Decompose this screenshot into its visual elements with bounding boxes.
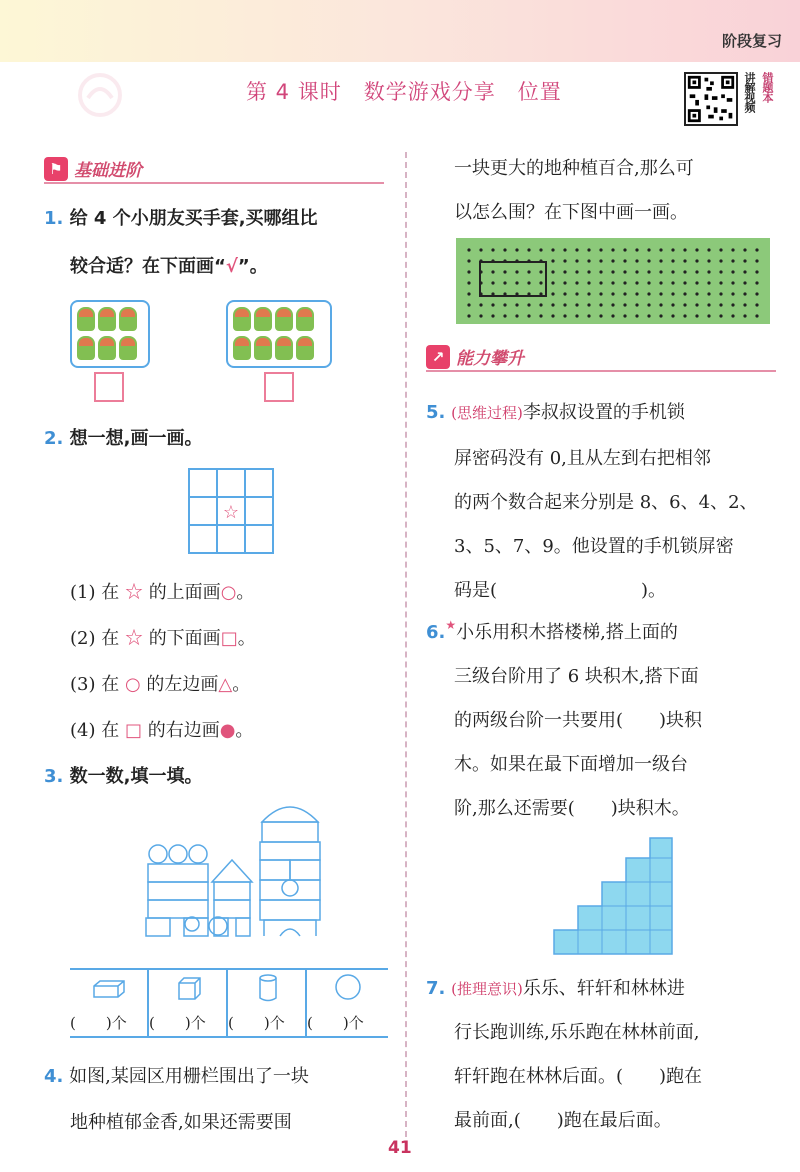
grid-dot bbox=[515, 281, 518, 284]
grid-dot bbox=[587, 292, 590, 295]
grid-dot bbox=[539, 281, 542, 284]
q3-line bbox=[44, 762, 203, 788]
grid-dot bbox=[527, 248, 530, 251]
q6-line5[interactable]: 阶,那么还需要( )块积木。 bbox=[454, 798, 690, 819]
q4-line2: 地种植郁金香,如果还需要围 bbox=[70, 1112, 292, 1133]
grid-dot bbox=[527, 270, 530, 273]
section-basic-heading bbox=[44, 156, 142, 181]
grid-dot bbox=[743, 303, 746, 306]
grid-dot bbox=[683, 270, 686, 273]
grid-dot bbox=[707, 270, 710, 273]
grid-dot bbox=[731, 281, 734, 284]
stairs-icon: ↗ bbox=[426, 345, 450, 369]
grid-dot bbox=[707, 259, 710, 262]
grid-dot bbox=[671, 292, 674, 295]
grid-dot bbox=[707, 248, 710, 251]
grid-dot bbox=[623, 281, 626, 284]
q5-line1 bbox=[426, 398, 685, 424]
count-cell-cuboid bbox=[70, 970, 149, 1036]
grid-dot bbox=[707, 303, 710, 306]
q7-line2: 行长跑训练,乐乐跑在林林前面, bbox=[454, 1022, 700, 1043]
q2-line bbox=[44, 424, 203, 450]
grid-dot bbox=[503, 248, 506, 251]
section-advanced-label: 能力攀升 bbox=[456, 349, 524, 369]
grid-dot bbox=[659, 314, 662, 317]
block-castle-figure bbox=[140, 802, 330, 942]
grid-dot bbox=[635, 270, 638, 273]
glove-icon bbox=[254, 307, 272, 331]
grid-dot bbox=[575, 314, 578, 317]
section-advanced-heading bbox=[426, 344, 524, 369]
cuboid-icon bbox=[90, 976, 130, 1000]
grid-dot bbox=[551, 314, 554, 317]
grid-dot bbox=[647, 292, 650, 295]
grid-dot bbox=[755, 248, 758, 251]
grid-dot bbox=[599, 270, 602, 273]
q2-item-3-mid: 的左边画 bbox=[146, 674, 219, 695]
q5-text-1: 李叔叔设置的手机锁 bbox=[522, 402, 685, 423]
q7-line3[interactable]: 轩轩跑在林林后面。( )跑在 bbox=[454, 1066, 703, 1087]
grid-dot bbox=[635, 314, 638, 317]
grid-dot bbox=[707, 292, 710, 295]
grid-dot bbox=[683, 281, 686, 284]
q2-item-4-end: 。 bbox=[235, 720, 254, 741]
grid-dot bbox=[683, 259, 686, 262]
glove-group-b bbox=[226, 300, 332, 368]
grid-dot bbox=[539, 303, 542, 306]
q7-line1 bbox=[426, 974, 685, 1000]
square-icon: □ bbox=[220, 628, 238, 649]
header-band bbox=[0, 0, 800, 62]
grid-dot bbox=[587, 259, 590, 262]
star-difficulty-icon: ★ bbox=[445, 618, 457, 632]
grid-dot bbox=[719, 259, 722, 262]
grid-dot bbox=[611, 270, 614, 273]
grid-dot bbox=[623, 303, 626, 306]
q2-item-4 bbox=[70, 716, 253, 742]
grid-dot bbox=[575, 248, 578, 251]
q2-number: 2. bbox=[44, 428, 64, 449]
grid-dot bbox=[647, 248, 650, 251]
grid-dot bbox=[563, 259, 566, 262]
grid-dot bbox=[539, 248, 542, 251]
glove-icon bbox=[275, 307, 293, 331]
q4-number: 4. bbox=[44, 1066, 64, 1087]
section-basic-underline bbox=[44, 182, 384, 184]
grid-dot bbox=[695, 270, 698, 273]
star-icon: ☆ bbox=[124, 582, 143, 603]
q7-line4[interactable]: 最前面,( )跑在最后面。 bbox=[454, 1110, 672, 1131]
grid-dot bbox=[635, 303, 638, 306]
grid-dot bbox=[743, 314, 746, 317]
grid-dot bbox=[635, 259, 638, 262]
column-divider bbox=[405, 152, 407, 1137]
count-cell-cylinder bbox=[228, 970, 307, 1036]
grid-dot bbox=[731, 303, 734, 306]
q2-item-4-mid: 的右边画 bbox=[147, 720, 220, 741]
grid-dot bbox=[551, 248, 554, 251]
q4-line1 bbox=[44, 1062, 309, 1088]
q5-line5[interactable]: 码是( )。 bbox=[454, 580, 667, 601]
grid-dot bbox=[491, 303, 494, 306]
grid-dot bbox=[563, 303, 566, 306]
count-blank-sphere[interactable]: ( )个 bbox=[307, 1014, 364, 1032]
grid-dot bbox=[527, 281, 530, 284]
grid-dot bbox=[731, 248, 734, 251]
grid-dot bbox=[707, 281, 710, 284]
grid-dot bbox=[563, 248, 566, 251]
grid-dot bbox=[755, 303, 758, 306]
grid-dot bbox=[659, 248, 662, 251]
grid-dot bbox=[647, 303, 650, 306]
page-number: 41 bbox=[388, 1138, 412, 1158]
grid-dot bbox=[623, 259, 626, 262]
q2-text: 想一想,画一画。 bbox=[69, 428, 203, 449]
grid-dot bbox=[659, 259, 662, 262]
q4-line3: 一块更大的地种植百合,那么可 bbox=[454, 158, 694, 179]
q4-text-1: 如图,某园区用栅栏围出了一块 bbox=[69, 1066, 309, 1087]
grid-dot bbox=[683, 314, 686, 317]
grid-dot bbox=[611, 248, 614, 251]
q1-number: 1. bbox=[44, 208, 64, 229]
grid-dot bbox=[623, 314, 626, 317]
glove-icon bbox=[98, 307, 116, 331]
grid-dot bbox=[587, 248, 590, 251]
q2-item-3-end: 。 bbox=[232, 674, 251, 695]
position-grid[interactable] bbox=[188, 468, 274, 554]
glove-group-a bbox=[70, 300, 150, 368]
glove-icon bbox=[119, 307, 137, 331]
grid-dot bbox=[479, 303, 482, 306]
grid-dot bbox=[671, 314, 674, 317]
glove-icon bbox=[296, 336, 314, 360]
grid-dot bbox=[467, 292, 470, 295]
grid-dot bbox=[671, 259, 674, 262]
grid-dot bbox=[563, 292, 566, 295]
q2-item-2 bbox=[70, 624, 256, 650]
qr-code-icon[interactable] bbox=[684, 72, 738, 126]
grid-dot bbox=[563, 314, 566, 317]
grid-dot bbox=[695, 292, 698, 295]
grid-dot bbox=[491, 281, 494, 284]
dot-grid-board[interactable] bbox=[456, 238, 770, 324]
grid-dot bbox=[515, 303, 518, 306]
grid-dot bbox=[467, 314, 470, 317]
grid-dot bbox=[743, 259, 746, 262]
q5-tag: (思维过程) bbox=[451, 404, 523, 422]
grid-dot bbox=[587, 270, 590, 273]
q1-line2 bbox=[70, 252, 268, 278]
grid-dot bbox=[551, 281, 554, 284]
q2-item-2-mid: 的下面画 bbox=[148, 628, 221, 649]
grid-dot bbox=[611, 292, 614, 295]
glove-icon bbox=[254, 336, 272, 360]
grid-dot bbox=[647, 259, 650, 262]
answer-box-group-a[interactable] bbox=[94, 372, 124, 402]
grid-dot bbox=[563, 281, 566, 284]
section-basic-label: 基础进阶 bbox=[74, 161, 142, 181]
count-cell-cube bbox=[149, 970, 228, 1036]
grid-dot bbox=[515, 248, 518, 251]
glove-icon bbox=[77, 336, 95, 360]
triangle-icon: △ bbox=[218, 674, 233, 695]
grid-dot bbox=[719, 314, 722, 317]
circle-icon: ○ bbox=[220, 582, 237, 603]
grid-dot bbox=[635, 281, 638, 284]
check-icon: √ bbox=[225, 256, 238, 277]
grid-dot bbox=[599, 259, 602, 262]
count-blank-cube[interactable]: ( )个 bbox=[149, 1014, 206, 1032]
grid-dot bbox=[719, 248, 722, 251]
grid-dot bbox=[695, 248, 698, 251]
q1-text-1: 给 4 个小朋友买手套,买哪组比 bbox=[69, 208, 318, 229]
grid-dot bbox=[587, 303, 590, 306]
grid-dot bbox=[683, 292, 686, 295]
section-label: 阶段复习 bbox=[721, 32, 782, 50]
grid-dot bbox=[599, 248, 602, 251]
q2-item-2-prefix: (2) 在 bbox=[70, 628, 120, 649]
grid-dot bbox=[659, 281, 662, 284]
lesson-title: 第 4 课时 数学游戏分享 位置 bbox=[246, 80, 562, 104]
q1-text-2-end: ”。 bbox=[237, 256, 268, 277]
grid-dot bbox=[719, 303, 722, 306]
grid-dot bbox=[719, 281, 722, 284]
grid-dot bbox=[611, 303, 614, 306]
q7-tag: (推理意识) bbox=[451, 980, 523, 998]
q6-line1 bbox=[426, 618, 678, 644]
q2-item-4-prefix: (4) 在 bbox=[70, 720, 120, 741]
running-icon: ⚑ bbox=[44, 157, 68, 181]
count-blank-cylinder[interactable]: ( )个 bbox=[228, 1014, 285, 1032]
q2-item-1-mid: 的上面画 bbox=[148, 582, 221, 603]
q2-item-2-end: 。 bbox=[237, 628, 256, 649]
grid-dot bbox=[647, 314, 650, 317]
grid-dot bbox=[623, 292, 626, 295]
grid-dot bbox=[731, 292, 734, 295]
grid-dot bbox=[551, 270, 554, 273]
grid-dot bbox=[599, 292, 602, 295]
grid-dot bbox=[635, 248, 638, 251]
grid-dot bbox=[683, 303, 686, 306]
glove-icon bbox=[233, 307, 251, 331]
grid-dot bbox=[755, 292, 758, 295]
staircase-blocks-figure bbox=[552, 836, 674, 958]
count-blank-cuboid[interactable]: ( )个 bbox=[70, 1014, 127, 1032]
grid-dot bbox=[683, 248, 686, 251]
grid-dot bbox=[575, 281, 578, 284]
grid-dot bbox=[611, 314, 614, 317]
grid-dot bbox=[743, 270, 746, 273]
grid-dot bbox=[599, 314, 602, 317]
q2-item-1 bbox=[70, 578, 254, 604]
star-icon: ☆ bbox=[124, 628, 143, 649]
section-advanced-underline bbox=[426, 370, 776, 372]
glove-icon bbox=[233, 336, 251, 360]
grid-dot bbox=[575, 259, 578, 262]
grid-dot bbox=[587, 281, 590, 284]
q3-number: 3. bbox=[44, 766, 64, 787]
grid-dot bbox=[575, 303, 578, 306]
grid-dot bbox=[671, 281, 674, 284]
sphere-icon bbox=[333, 972, 363, 1002]
answer-box-group-b[interactable] bbox=[264, 372, 294, 402]
grid-dot bbox=[707, 314, 710, 317]
glove-icon bbox=[296, 307, 314, 331]
grid-dot bbox=[659, 303, 662, 306]
grid-dot bbox=[467, 270, 470, 273]
q5-number: 5. bbox=[426, 402, 446, 423]
glove-icon bbox=[119, 336, 137, 360]
grid-dot bbox=[695, 259, 698, 262]
q7-number: 7. bbox=[426, 978, 446, 999]
q7-text-1: 乐乐、轩轩和林林进 bbox=[522, 978, 685, 999]
grid-dot bbox=[671, 303, 674, 306]
glove-icon bbox=[77, 307, 95, 331]
grid-dot bbox=[659, 270, 662, 273]
grid-dot bbox=[755, 281, 758, 284]
q2-item-3 bbox=[70, 670, 250, 696]
grid-dot bbox=[731, 270, 734, 273]
grid-dot bbox=[719, 292, 722, 295]
grid-dot bbox=[635, 292, 638, 295]
qr-labels bbox=[740, 72, 776, 126]
grid-dot bbox=[647, 281, 650, 284]
count-cell-sphere bbox=[307, 970, 386, 1036]
glove-icon bbox=[98, 336, 116, 360]
grid-dot bbox=[647, 270, 650, 273]
grid-dot bbox=[755, 314, 758, 317]
q2-item-3-prefix: (3) 在 bbox=[70, 674, 120, 695]
grid-dot bbox=[695, 314, 698, 317]
grid-dot bbox=[551, 303, 554, 306]
q6-line3[interactable]: 的两级台阶一共要用( )块积 bbox=[454, 710, 703, 731]
grid-dot bbox=[527, 303, 530, 306]
grid-dot bbox=[575, 292, 578, 295]
q5-line4: 3、5、7、9。他设置的手机锁屏密 bbox=[454, 536, 734, 557]
count-table bbox=[70, 968, 388, 1038]
square-icon: □ bbox=[124, 720, 142, 741]
grid-dot bbox=[575, 270, 578, 273]
cube-icon bbox=[175, 974, 205, 1002]
q6-line2: 三级台阶用了 6 块积木,搭下面 bbox=[454, 666, 699, 687]
q6-text-1: 小乐用积木搭楼梯,搭上面的 bbox=[456, 622, 678, 643]
grid-dot bbox=[611, 259, 614, 262]
grid-dot bbox=[755, 270, 758, 273]
q2-item-1-end: 。 bbox=[236, 582, 255, 603]
grid-dot bbox=[611, 281, 614, 284]
grid-dot bbox=[563, 270, 566, 273]
grid-dot bbox=[527, 314, 530, 317]
qr-label-mistakes[interactable]: 错题本 bbox=[761, 72, 774, 102]
grid-dot bbox=[515, 314, 518, 317]
grid-dot bbox=[659, 292, 662, 295]
q5-line2: 屏密码没有 0,且从左到右把相邻 bbox=[454, 448, 711, 469]
grid-dot bbox=[599, 281, 602, 284]
q5-line3: 的两个数合起来分别是 8、6、4、2、 bbox=[454, 492, 758, 513]
grid-dot bbox=[623, 270, 626, 273]
q6-number: 6. bbox=[426, 622, 446, 643]
grid-dot bbox=[695, 281, 698, 284]
q4-line4: 以怎么围？在下图中画一画。 bbox=[454, 202, 688, 223]
grid-dot bbox=[491, 314, 494, 317]
grid-dot bbox=[587, 314, 590, 317]
grid-dot bbox=[731, 314, 734, 317]
grid-dot bbox=[731, 259, 734, 262]
grid-dot bbox=[671, 270, 674, 273]
q1-text-2: 较合适？在下面画“ bbox=[70, 256, 226, 277]
grid-dot bbox=[503, 281, 506, 284]
grid-dot bbox=[503, 314, 506, 317]
filled-circle-icon: ● bbox=[219, 720, 236, 741]
q3-text: 数一数,填一填。 bbox=[69, 766, 203, 787]
grid-dot bbox=[467, 281, 470, 284]
grid-dot bbox=[539, 270, 542, 273]
grid-dot bbox=[479, 314, 482, 317]
grid-dot bbox=[491, 270, 494, 273]
grid-dot bbox=[479, 248, 482, 251]
decorative-logo bbox=[70, 70, 130, 120]
cylinder-icon bbox=[256, 972, 280, 1004]
grid-dot bbox=[539, 314, 542, 317]
grid-dot bbox=[551, 259, 554, 262]
grid-dot bbox=[503, 270, 506, 273]
grid-dot bbox=[743, 281, 746, 284]
grid-dot bbox=[695, 303, 698, 306]
grid-dot bbox=[623, 248, 626, 251]
q2-item-1-prefix: (1) 在 bbox=[70, 582, 120, 603]
q1-line1 bbox=[44, 204, 318, 230]
grid-dot bbox=[503, 303, 506, 306]
qr-label-video[interactable]: 讲解视频 bbox=[743, 72, 756, 112]
glove-icon bbox=[275, 336, 293, 360]
grid-dot bbox=[671, 248, 674, 251]
grid-dot bbox=[743, 248, 746, 251]
grid-dot bbox=[719, 270, 722, 273]
grid-dot bbox=[491, 248, 494, 251]
star-icon: ☆ bbox=[222, 502, 240, 523]
circle-icon: ○ bbox=[124, 674, 141, 695]
grid-dot bbox=[467, 259, 470, 262]
grid-dot bbox=[551, 292, 554, 295]
grid-dot bbox=[599, 303, 602, 306]
grid-dot bbox=[467, 303, 470, 306]
grid-dot bbox=[755, 259, 758, 262]
q6-line4: 木。如果在最下面增加一级台 bbox=[454, 754, 688, 775]
grid-dot bbox=[743, 292, 746, 295]
grid-dot bbox=[515, 270, 518, 273]
grid-dot bbox=[467, 248, 470, 251]
